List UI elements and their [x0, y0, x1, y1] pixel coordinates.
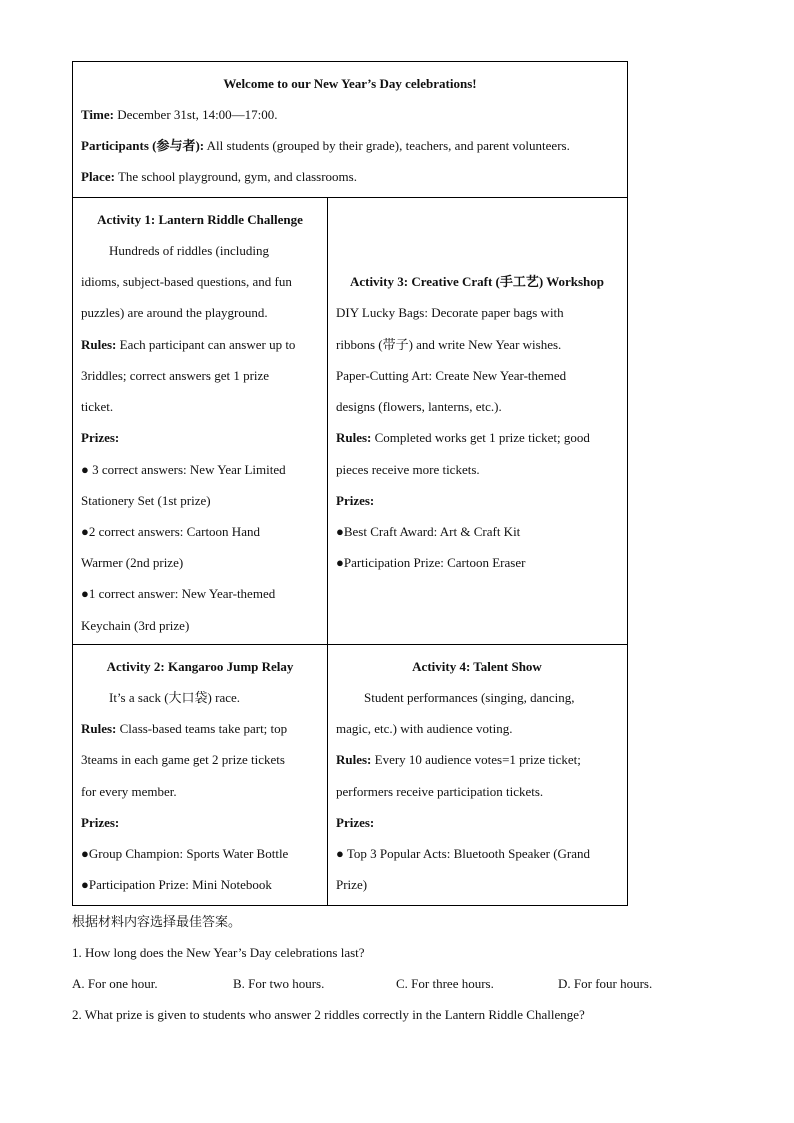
activity-3-rules-row: [336, 430, 590, 446]
activity-3-rules-line: pieces receive more tickets.: [336, 462, 480, 477]
activity-2-prizes-label: Prizes:: [81, 815, 120, 830]
activity-2-prize-line: ●Participation Prize: Mini Notebook: [81, 877, 272, 892]
activity-3-line: Paper-Cutting Art: Create New Year-themed: [336, 368, 567, 383]
activity-4-cell: [328, 645, 627, 905]
question-1-option-a[interactable]: A. For one hour.: [72, 976, 158, 991]
instruction-text: 根据材料内容选择最佳答案。: [72, 914, 242, 929]
activity-1-rules-line: 3riddles; correct answers get 1 prize: [81, 368, 270, 383]
poster-header: [73, 62, 627, 198]
question-1-option-b[interactable]: B. For two hours.: [233, 976, 325, 991]
place-value: The school playground, gym, and classrooms.: [117, 169, 357, 184]
activity-3-rules-label: Rules:: [336, 430, 372, 445]
activity-1-prizes-label: Prizes:: [81, 430, 120, 445]
participants-value: All students (grouped by their grade), teachers, and parent volunteers.: [206, 138, 570, 153]
activity-3-line: ribbons (带子) and write New Year wishes.: [336, 337, 562, 352]
activity-3-title: Activity 3: Creative Craft (手工艺) Workshop: [349, 274, 605, 289]
participants-label: Participants (参与者):: [81, 138, 205, 153]
activity-2-rules-line: 3teams in each game get 2 prize tickets: [81, 752, 285, 767]
activity-4-prizes-label: Prizes:: [336, 815, 375, 830]
event-poster-table: [72, 61, 628, 906]
activity-2-desc-line: It’s a sack (大口袋) race.: [109, 690, 241, 705]
activity-4-rules-line: Every 10 audience votes=1 prize ticket;: [374, 752, 581, 767]
activity-1-rules-row: [81, 337, 295, 353]
activity-4-rules-row: [336, 752, 581, 768]
activity-1-desc-line: idioms, subject-based questions, and fun: [81, 274, 292, 289]
activity-1-prize-line: Stationery Set (1st prize): [81, 493, 211, 508]
activity-1-desc-line: puzzles) are around the playground.: [81, 305, 268, 320]
question-1-option-c[interactable]: C. For three hours.: [396, 976, 494, 991]
activity-1-prize-line: ●1 correct answer: New Year-themed: [81, 586, 276, 601]
activity-1-rules-line: ticket.: [81, 399, 114, 414]
activity-3-line: DIY Lucky Bags: Decorate paper bags with: [336, 305, 564, 320]
activity-4-desc-line: Student performances (singing, dancing,: [364, 690, 575, 705]
activity-1-prize-line: Keychain (3rd prize): [81, 618, 190, 633]
question-2-text: 2. What prize is given to students who answer 2 riddles correctly in the Lantern Riddle Challenge?: [72, 1007, 585, 1022]
activity-4-desc-line: magic, etc.) with audience voting.: [336, 721, 513, 736]
time-value: December 31st, 14:00—17:00.: [117, 107, 278, 122]
activity-1-prize-line: ●2 correct answers: Cartoon Hand: [81, 524, 260, 539]
activity-3-line: designs (flowers, lanterns, etc.).: [336, 399, 502, 414]
activity-1-cell: [73, 198, 328, 645]
activity-4-prize-line: Prize): [336, 877, 368, 892]
activity-3-prize-line: ●Best Craft Award: Art & Craft Kit: [336, 524, 521, 539]
activity-1-rules-label: Rules:: [81, 337, 117, 352]
activity-2-prize-line: ●Group Champion: Sports Water Bottle: [81, 846, 289, 861]
activity-1-prize-line: Warmer (2nd prize): [81, 555, 184, 570]
activity-2-rules-row: [81, 721, 287, 737]
time-row: [81, 107, 278, 123]
activity-1-desc-line: Hundreds of riddles (including: [109, 243, 269, 258]
question-1-text: 1. How long does the New Year’s Day celebrations last?: [72, 945, 365, 960]
activity-2-rules-line: Class-based teams take part; top: [119, 721, 288, 736]
activity-2-title: Activity 2: Kangaroo Jump Relay: [106, 659, 294, 674]
poster-title: Welcome to our New Year’s Day celebrations!: [223, 76, 477, 91]
activity-4-rules-label: Rules:: [336, 752, 372, 767]
activity-3-rules-line: Completed works get 1 prize ticket; good: [374, 430, 590, 445]
activity-3-prizes-label: Prizes:: [336, 493, 375, 508]
question-1-option-d[interactable]: D. For four hours.: [558, 976, 653, 991]
time-label: Time:: [81, 107, 114, 122]
activity-1-title: Activity 1: Lantern Riddle Challenge: [97, 212, 303, 227]
participants-row: [81, 138, 570, 154]
activity-4-prize-line: ● Top 3 Popular Acts: Bluetooth Speaker (Grand: [336, 846, 591, 861]
activity-2-cell: [73, 645, 328, 905]
activity-1-prize-line: ● 3 correct answers: New Year Limited: [81, 462, 286, 477]
activity-4-title: Activity 4: Talent Show: [412, 659, 542, 674]
activity-1-rules-line: Each participant can answer up to: [119, 337, 296, 352]
activity-3-cell: [328, 198, 627, 645]
place-row: [81, 169, 357, 185]
activity-3-prize-line: ●Participation Prize: Cartoon Eraser: [336, 555, 526, 570]
activity-2-rules-line: for every member.: [81, 784, 177, 799]
activity-2-rules-label: Rules:: [81, 721, 117, 736]
place-label: Place:: [81, 169, 115, 184]
activity-4-rules-line: performers receive participation tickets.: [336, 784, 544, 799]
